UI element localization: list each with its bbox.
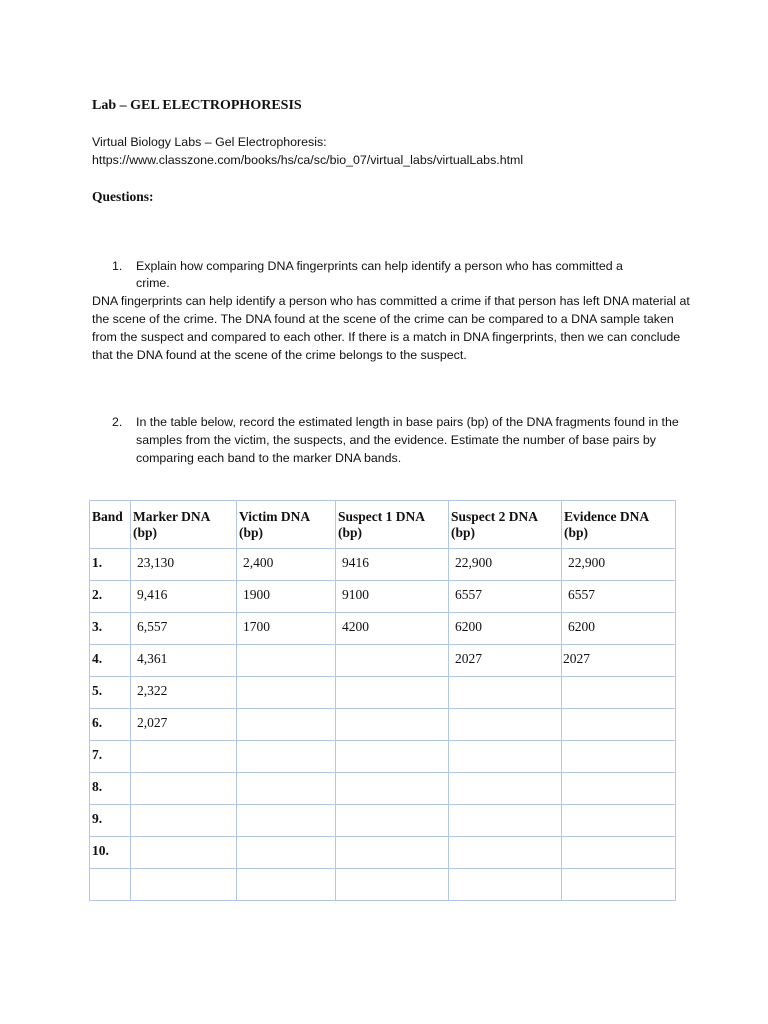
evidence-dna-cell: 6557	[562, 581, 676, 613]
header-band-label: Band	[92, 509, 123, 524]
header-suspect-2-dna-unit: (bp)	[451, 525, 476, 540]
suspect-2-dna-cell	[449, 869, 562, 901]
evidence-dna-cell	[562, 837, 676, 869]
band-number-cell: 7.	[90, 741, 131, 773]
table-row	[90, 869, 676, 901]
marker-dna-cell	[131, 869, 237, 901]
header-evidence-dna-label: Evidence DNA	[564, 509, 650, 524]
table-body	[90, 549, 676, 901]
evidence-dna-cell	[562, 869, 676, 901]
marker-dna-cell: 9,416	[131, 581, 237, 613]
header-marker-dna	[131, 501, 237, 549]
table-row	[90, 549, 676, 581]
band-number-cell: 2.	[90, 581, 131, 613]
victim-dna-cell: 2,400	[237, 549, 336, 581]
marker-dna-cell: 2,322	[131, 677, 237, 709]
evidence-dna-cell	[562, 709, 676, 741]
band-number-cell: 5.	[90, 677, 131, 709]
band-number-cell: 10.	[90, 837, 131, 869]
evidence-dna-cell: 22,900	[562, 549, 676, 581]
header-victim-dna-label: Victim DNA	[239, 509, 311, 524]
evidence-dna-cell	[562, 773, 676, 805]
band-number-cell: 9.	[90, 805, 131, 837]
suspect-1-dna-cell: 9100	[336, 581, 449, 613]
suspect-1-dna-cell	[336, 837, 449, 869]
question-1	[112, 258, 652, 292]
victim-dna-cell	[237, 837, 336, 869]
suspect-2-dna-cell	[449, 709, 562, 741]
suspect-2-dna-cell	[449, 837, 562, 869]
marker-dna-cell: 2,027	[131, 709, 237, 741]
header-marker-dna-label: Marker DNA	[133, 509, 211, 524]
evidence-dna-cell	[562, 741, 676, 773]
header-suspect-1-dna	[336, 501, 449, 549]
marker-dna-cell	[131, 741, 237, 773]
evidence-dna-cell: 6200	[562, 613, 676, 645]
victim-dna-cell	[237, 805, 336, 837]
table-row	[90, 741, 676, 773]
marker-dna-cell	[131, 805, 237, 837]
band-number-cell: 1.	[90, 549, 131, 581]
suspect-2-dna-cell: 22,900	[449, 549, 562, 581]
suspect-2-dna-cell: 2027	[449, 645, 562, 677]
table-row	[90, 805, 676, 837]
marker-dna-cell: 4,361	[131, 645, 237, 677]
band-number-cell	[90, 869, 131, 901]
suspect-2-dna-cell: 6557	[449, 581, 562, 613]
document-title: Lab – GEL ELECTROPHORESIS	[92, 98, 302, 113]
marker-dna-cell: 23,130	[131, 549, 237, 581]
victim-dna-cell	[237, 741, 336, 773]
suspect-2-dna-cell	[449, 805, 562, 837]
victim-dna-cell	[237, 677, 336, 709]
table-row	[90, 709, 676, 741]
suspect-1-dna-cell: 9416	[336, 549, 449, 581]
question-2-text: In the table below, record the estimated length in base pairs (bp) of the DNA fragments found in the samples from the victim, the suspects, and the evidence. Estimate the number of base pairs by comparing each band to the marker DNA bands.	[136, 415, 679, 465]
header-suspect-2-dna-label: Suspect 2 DNA	[451, 509, 539, 524]
questions-heading: Questions:	[92, 189, 154, 204]
victim-dna-cell	[237, 645, 336, 677]
suspect-1-dna-cell	[336, 805, 449, 837]
victim-dna-cell: 1700	[237, 613, 336, 645]
dna-bands-table	[89, 500, 676, 901]
table-row	[90, 613, 676, 645]
victim-dna-cell	[237, 709, 336, 741]
victim-dna-cell	[237, 773, 336, 805]
marker-dna-cell	[131, 837, 237, 869]
table-header-row	[90, 501, 676, 549]
header-marker-dna-unit: (bp)	[133, 525, 158, 540]
victim-dna-cell	[237, 869, 336, 901]
band-number-cell: 4.	[90, 645, 131, 677]
evidence-dna-cell: 2027	[562, 645, 676, 677]
suspect-2-dna-cell	[449, 773, 562, 805]
suspect-1-dna-cell	[336, 773, 449, 805]
header-victim-dna	[237, 501, 336, 549]
suspect-1-dna-cell	[336, 741, 449, 773]
suspect-2-dna-cell: 6200	[449, 613, 562, 645]
question-2	[112, 413, 682, 467]
question-1-text: Explain how comparing DNA fingerprints can help identify a person who has committed a crime.	[136, 259, 623, 290]
header-band	[90, 501, 131, 549]
suspect-1-dna-cell	[336, 677, 449, 709]
victim-dna-cell: 1900	[237, 581, 336, 613]
table-row	[90, 677, 676, 709]
suspect-1-dna-cell: 4200	[336, 613, 449, 645]
header-suspect-1-dna-unit: (bp)	[338, 525, 363, 540]
question-1-number: 1.	[112, 259, 123, 273]
lab-url: https://www.classzone.com/books/hs/ca/sc/bio_07/virtual_labs/virtualLabs.html	[92, 153, 524, 167]
band-number-cell: 3.	[90, 613, 131, 645]
header-suspect-2-dna	[449, 501, 562, 549]
header-evidence-dna	[562, 501, 676, 549]
lab-subtitle: Virtual Biology Labs – Gel Electrophoresis:	[92, 135, 327, 149]
evidence-dna-cell	[562, 677, 676, 709]
table-row	[90, 581, 676, 613]
suspect-1-dna-cell	[336, 709, 449, 741]
band-number-cell: 6.	[90, 709, 131, 741]
suspect-1-dna-cell	[336, 645, 449, 677]
question-1-answer: DNA fingerprints can help identify a person who has committed a crime if that person has left DNA material at the scene of the crime. The DNA found at the scene of the crime can be compared to a DNA sample taken from the suspect and compared to each other. If there is a match in DNA fingerprints, then we can conclude that the DNA found at the scene of the crime belongs to the suspect.	[92, 294, 690, 362]
header-victim-dna-unit: (bp)	[239, 525, 264, 540]
evidence-dna-cell	[562, 805, 676, 837]
question-2-number: 2.	[112, 415, 123, 429]
header-evidence-dna-unit: (bp)	[564, 525, 589, 540]
marker-dna-cell	[131, 773, 237, 805]
suspect-2-dna-cell	[449, 677, 562, 709]
table-row	[90, 773, 676, 805]
marker-dna-cell: 6,557	[131, 613, 237, 645]
suspect-2-dna-cell	[449, 741, 562, 773]
header-suspect-1-dna-label: Suspect 1 DNA	[338, 509, 426, 524]
suspect-1-dna-cell	[336, 869, 449, 901]
table-row	[90, 645, 676, 677]
band-number-cell: 8.	[90, 773, 131, 805]
table-row	[90, 837, 676, 869]
